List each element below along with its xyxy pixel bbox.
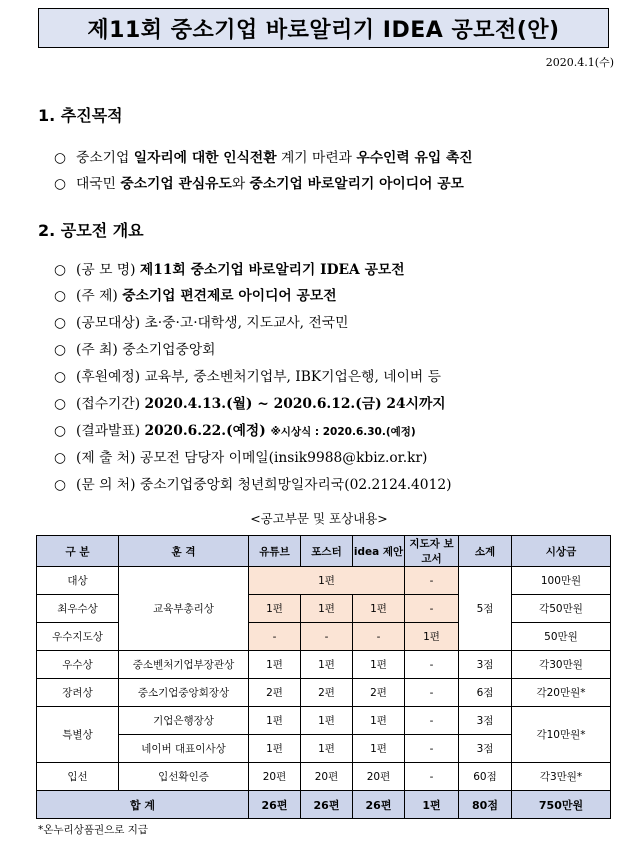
overview-bold: 2020.6.22.(예정) xyxy=(144,423,271,439)
overview-label: (후원예정) xyxy=(76,369,145,385)
prize-cell: 각3만원* xyxy=(512,763,611,791)
circle-bullet-icon: ○ xyxy=(54,450,67,466)
youtube-cell: 2편 xyxy=(249,679,301,707)
total-report: 1편 xyxy=(405,791,459,819)
overview-value: 공모전 담당자 이메일(insik9988@kbiz.or.kr) xyxy=(139,450,428,466)
circle-bullet-icon: ○ xyxy=(54,423,67,439)
poster-cell: 2편 xyxy=(301,679,353,707)
division-cell: 우수지도상 xyxy=(37,623,119,651)
honor-cell: 중소벤처기업부장관상 xyxy=(119,651,249,679)
table-caption: <공고부문 및 포상내용> xyxy=(250,511,388,526)
prize-cell: 각20만원* xyxy=(512,679,611,707)
poster-cell: 1편 xyxy=(301,651,353,679)
header-report: 지도자 보고서 xyxy=(405,536,459,567)
purpose-text: 중소기업 xyxy=(76,150,134,166)
header-division: 구 분 xyxy=(37,536,119,567)
division-cell: 입선 xyxy=(37,763,119,791)
overview-label: (제 출 처) xyxy=(76,450,140,466)
idea-cell: 1편 xyxy=(353,595,405,623)
section1-heading: 1. 추진목적 xyxy=(38,106,123,125)
circle-bullet-icon: ○ xyxy=(54,262,67,278)
circle-bullet-icon: ○ xyxy=(54,369,67,385)
prize-cell: 50만원 xyxy=(512,623,611,651)
poster-cell: 20편 xyxy=(301,763,353,791)
overview-item xyxy=(54,338,216,358)
count-cell: 5점 xyxy=(459,567,512,651)
purpose-bold: 중소기업 관심유도 xyxy=(120,176,232,192)
circle-bullet-icon: ○ xyxy=(54,396,67,412)
report-cell: - xyxy=(405,651,459,679)
header-poster: 포스터 xyxy=(301,536,353,567)
overview-label: (접수기간) xyxy=(76,396,145,412)
overview-item xyxy=(54,473,452,493)
overview-item xyxy=(54,419,416,439)
ceremony-note: ※시상식 : 2020.6.30.(예정) xyxy=(270,426,416,438)
idea-cell: 20편 xyxy=(353,763,405,791)
overview-bold: 중소기업 편견제로 아이디어 공모전 xyxy=(122,288,337,304)
total-row xyxy=(37,791,611,819)
count-cell: 3점 xyxy=(459,707,512,735)
idea-cell: 1편 xyxy=(353,707,405,735)
overview-value: 중소기업중앙회 xyxy=(122,342,216,358)
table-row xyxy=(37,651,611,679)
overview-label: (주 제) xyxy=(76,288,123,304)
overview-label: (주 최) xyxy=(76,342,123,358)
youtube-cell: 1편 xyxy=(249,735,301,763)
overview-label: (공모대상) xyxy=(76,315,145,331)
honor-cell: 기업은행장상 xyxy=(119,707,249,735)
table-row xyxy=(37,679,611,707)
circle-bullet-icon: ○ xyxy=(54,150,67,166)
count-cell: 60점 xyxy=(459,763,512,791)
count-cell: 3점 xyxy=(459,735,512,763)
purpose-text: 와 xyxy=(231,176,250,192)
overview-label: (결과발표) xyxy=(76,423,145,439)
document-date: 2020.4.1(수) xyxy=(545,56,614,69)
circle-bullet-icon: ○ xyxy=(54,342,67,358)
idea-cell: 1편 xyxy=(353,735,405,763)
youtube-cell: 1편 xyxy=(249,595,301,623)
total-label: 합 계 xyxy=(37,791,249,819)
page-title: 제11회 중소기업 바로알리기 IDEA 공모전(안) xyxy=(38,8,609,48)
report-cell: - xyxy=(405,707,459,735)
idea-cell: 1편 xyxy=(353,651,405,679)
purpose-bold: 우수인력 유입 촉진 xyxy=(356,150,473,166)
division-cell: 대상 xyxy=(37,567,119,595)
report-cell: - xyxy=(405,763,459,791)
purpose-text: 대국민 xyxy=(76,176,121,192)
purpose-bold: 일자리에 대한 인식전환 xyxy=(133,150,277,166)
poster-cell: - xyxy=(301,623,353,651)
overview-label: (공 모 명) xyxy=(76,262,140,278)
total-youtube: 26편 xyxy=(249,791,301,819)
count-cell: 6점 xyxy=(459,679,512,707)
prize-cell: 각10만원* xyxy=(512,707,611,763)
overview-bold: 2020.4.13.(월) ~ 2020.6.12.(금) 24시까지 xyxy=(144,396,446,412)
division-cell: 특별상 xyxy=(37,707,119,763)
youtube-cell: 1편 xyxy=(249,707,301,735)
overview-value: 초·중·고·대학생, 지도교사, 전국민 xyxy=(144,315,349,331)
overview-value: 교육부, 중소벤처기업부, IBK기업은행, 네이버 등 xyxy=(144,369,441,385)
table-header-row xyxy=(37,536,611,567)
table-row xyxy=(37,567,611,595)
total-prize: 750만원 xyxy=(512,791,611,819)
prize-cell: 각30만원 xyxy=(512,651,611,679)
circle-bullet-icon: ○ xyxy=(54,477,67,493)
awards-table xyxy=(36,535,611,819)
youtube-cell: 1편 xyxy=(249,651,301,679)
overview-bold: 제11회 중소기업 바로알리기 IDEA 공모전 xyxy=(139,262,405,278)
table-row xyxy=(37,763,611,791)
overview-item xyxy=(54,311,348,331)
report-cell: 1편 xyxy=(405,623,459,651)
overview-item xyxy=(54,284,337,304)
header-honor: 훈 격 xyxy=(119,536,249,567)
overview-value: 중소기업중앙회 청년희망일자리국(02.2124.4012) xyxy=(139,477,452,493)
header-idea: idea 제안 xyxy=(353,536,405,567)
overview-item xyxy=(54,365,441,385)
report-cell: - xyxy=(405,567,459,595)
total-count: 80점 xyxy=(459,791,512,819)
header-youtube: 유튜브 xyxy=(249,536,301,567)
idea-cell: 2편 xyxy=(353,679,405,707)
merged-works-cell: 1편 xyxy=(249,567,405,595)
header-count: 소계 xyxy=(459,536,512,567)
division-cell: 장려상 xyxy=(37,679,119,707)
section2-heading: 2. 공모전 개요 xyxy=(38,221,144,240)
division-cell: 우수상 xyxy=(37,651,119,679)
poster-cell: 1편 xyxy=(301,595,353,623)
youtube-cell: - xyxy=(249,623,301,651)
header-prize: 시상금 xyxy=(512,536,611,567)
report-cell: - xyxy=(405,679,459,707)
purpose-line-1 xyxy=(54,146,473,166)
honor-cell: 중소기업중앙회장상 xyxy=(119,679,249,707)
circle-bullet-icon: ○ xyxy=(54,288,67,304)
overview-label: (문 의 처) xyxy=(76,477,140,493)
circle-bullet-icon: ○ xyxy=(54,176,67,192)
count-cell: 3점 xyxy=(459,651,512,679)
overview-item xyxy=(54,258,405,278)
overview-item xyxy=(54,392,446,412)
idea-cell: - xyxy=(353,623,405,651)
youtube-cell: 20편 xyxy=(249,763,301,791)
circle-bullet-icon: ○ xyxy=(54,315,67,331)
total-poster: 26편 xyxy=(301,791,353,819)
poster-cell: 1편 xyxy=(301,707,353,735)
prize-cell: 각50만원 xyxy=(512,595,611,623)
footnote: *온누리상품권으로 지급 xyxy=(38,824,149,836)
total-idea: 26편 xyxy=(353,791,405,819)
honor-cell: 교육부총리상 xyxy=(119,567,249,651)
table-row xyxy=(37,707,611,735)
prize-cell: 100만원 xyxy=(512,567,611,595)
overview-item xyxy=(54,446,427,466)
report-cell: - xyxy=(405,595,459,623)
honor-cell: 입선확인증 xyxy=(119,763,249,791)
honor-cell: 네이버 대표이사상 xyxy=(119,735,249,763)
purpose-text: 계기 마련과 xyxy=(276,150,357,166)
report-cell: - xyxy=(405,735,459,763)
division-cell: 최우수상 xyxy=(37,595,119,623)
purpose-bold: 중소기업 바로알리기 아이디어 공모 xyxy=(249,176,464,192)
poster-cell: 1편 xyxy=(301,735,353,763)
purpose-line-2 xyxy=(54,172,464,192)
